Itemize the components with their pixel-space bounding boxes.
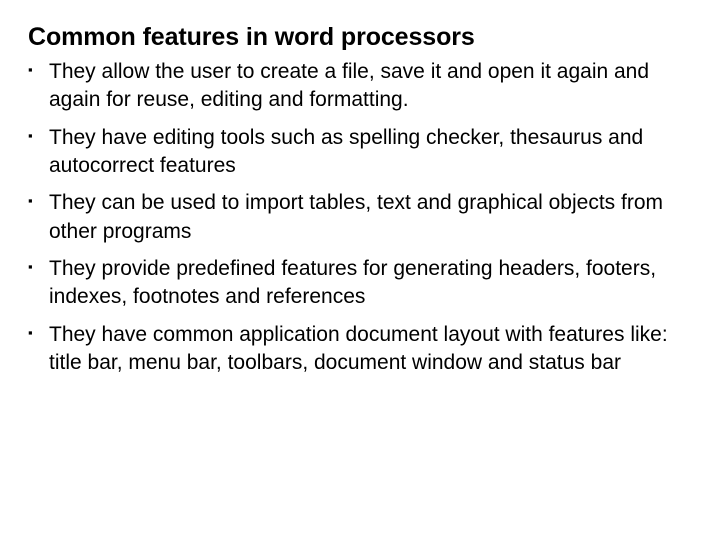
list-item xyxy=(28,255,686,312)
page-title: Common features in word processors xyxy=(28,23,475,51)
list-item-text: They have editing tools such as spelling checker, thesaurus and autocorrect features xyxy=(49,125,644,178)
bullet-list xyxy=(28,58,686,377)
list-item xyxy=(28,124,686,181)
bullet-square-icon: ▪ xyxy=(28,193,33,209)
list-item-text: They have common application document layout with features like: title bar, menu bar, toolbars, document window and status bar xyxy=(49,322,668,375)
list-item-text: They can be used to import tables, text and graphical objects from other programs xyxy=(49,191,663,243)
list-item xyxy=(28,58,686,115)
bullet-square-icon: ▪ xyxy=(28,62,33,77)
list-item-text: They allow the user to create a file, save it and open it again and again for reuse, editing and formatting. xyxy=(49,60,650,112)
list-item xyxy=(28,189,686,246)
bullet-square-icon: ▪ xyxy=(28,324,33,340)
bullet-square-icon: ▪ xyxy=(28,259,33,275)
list-item-text: They provide predefined features for generating headers, footers, indexes, footnotes and references xyxy=(49,257,657,309)
list-item xyxy=(28,321,686,378)
bullet-square-icon: ▪ xyxy=(28,127,33,143)
